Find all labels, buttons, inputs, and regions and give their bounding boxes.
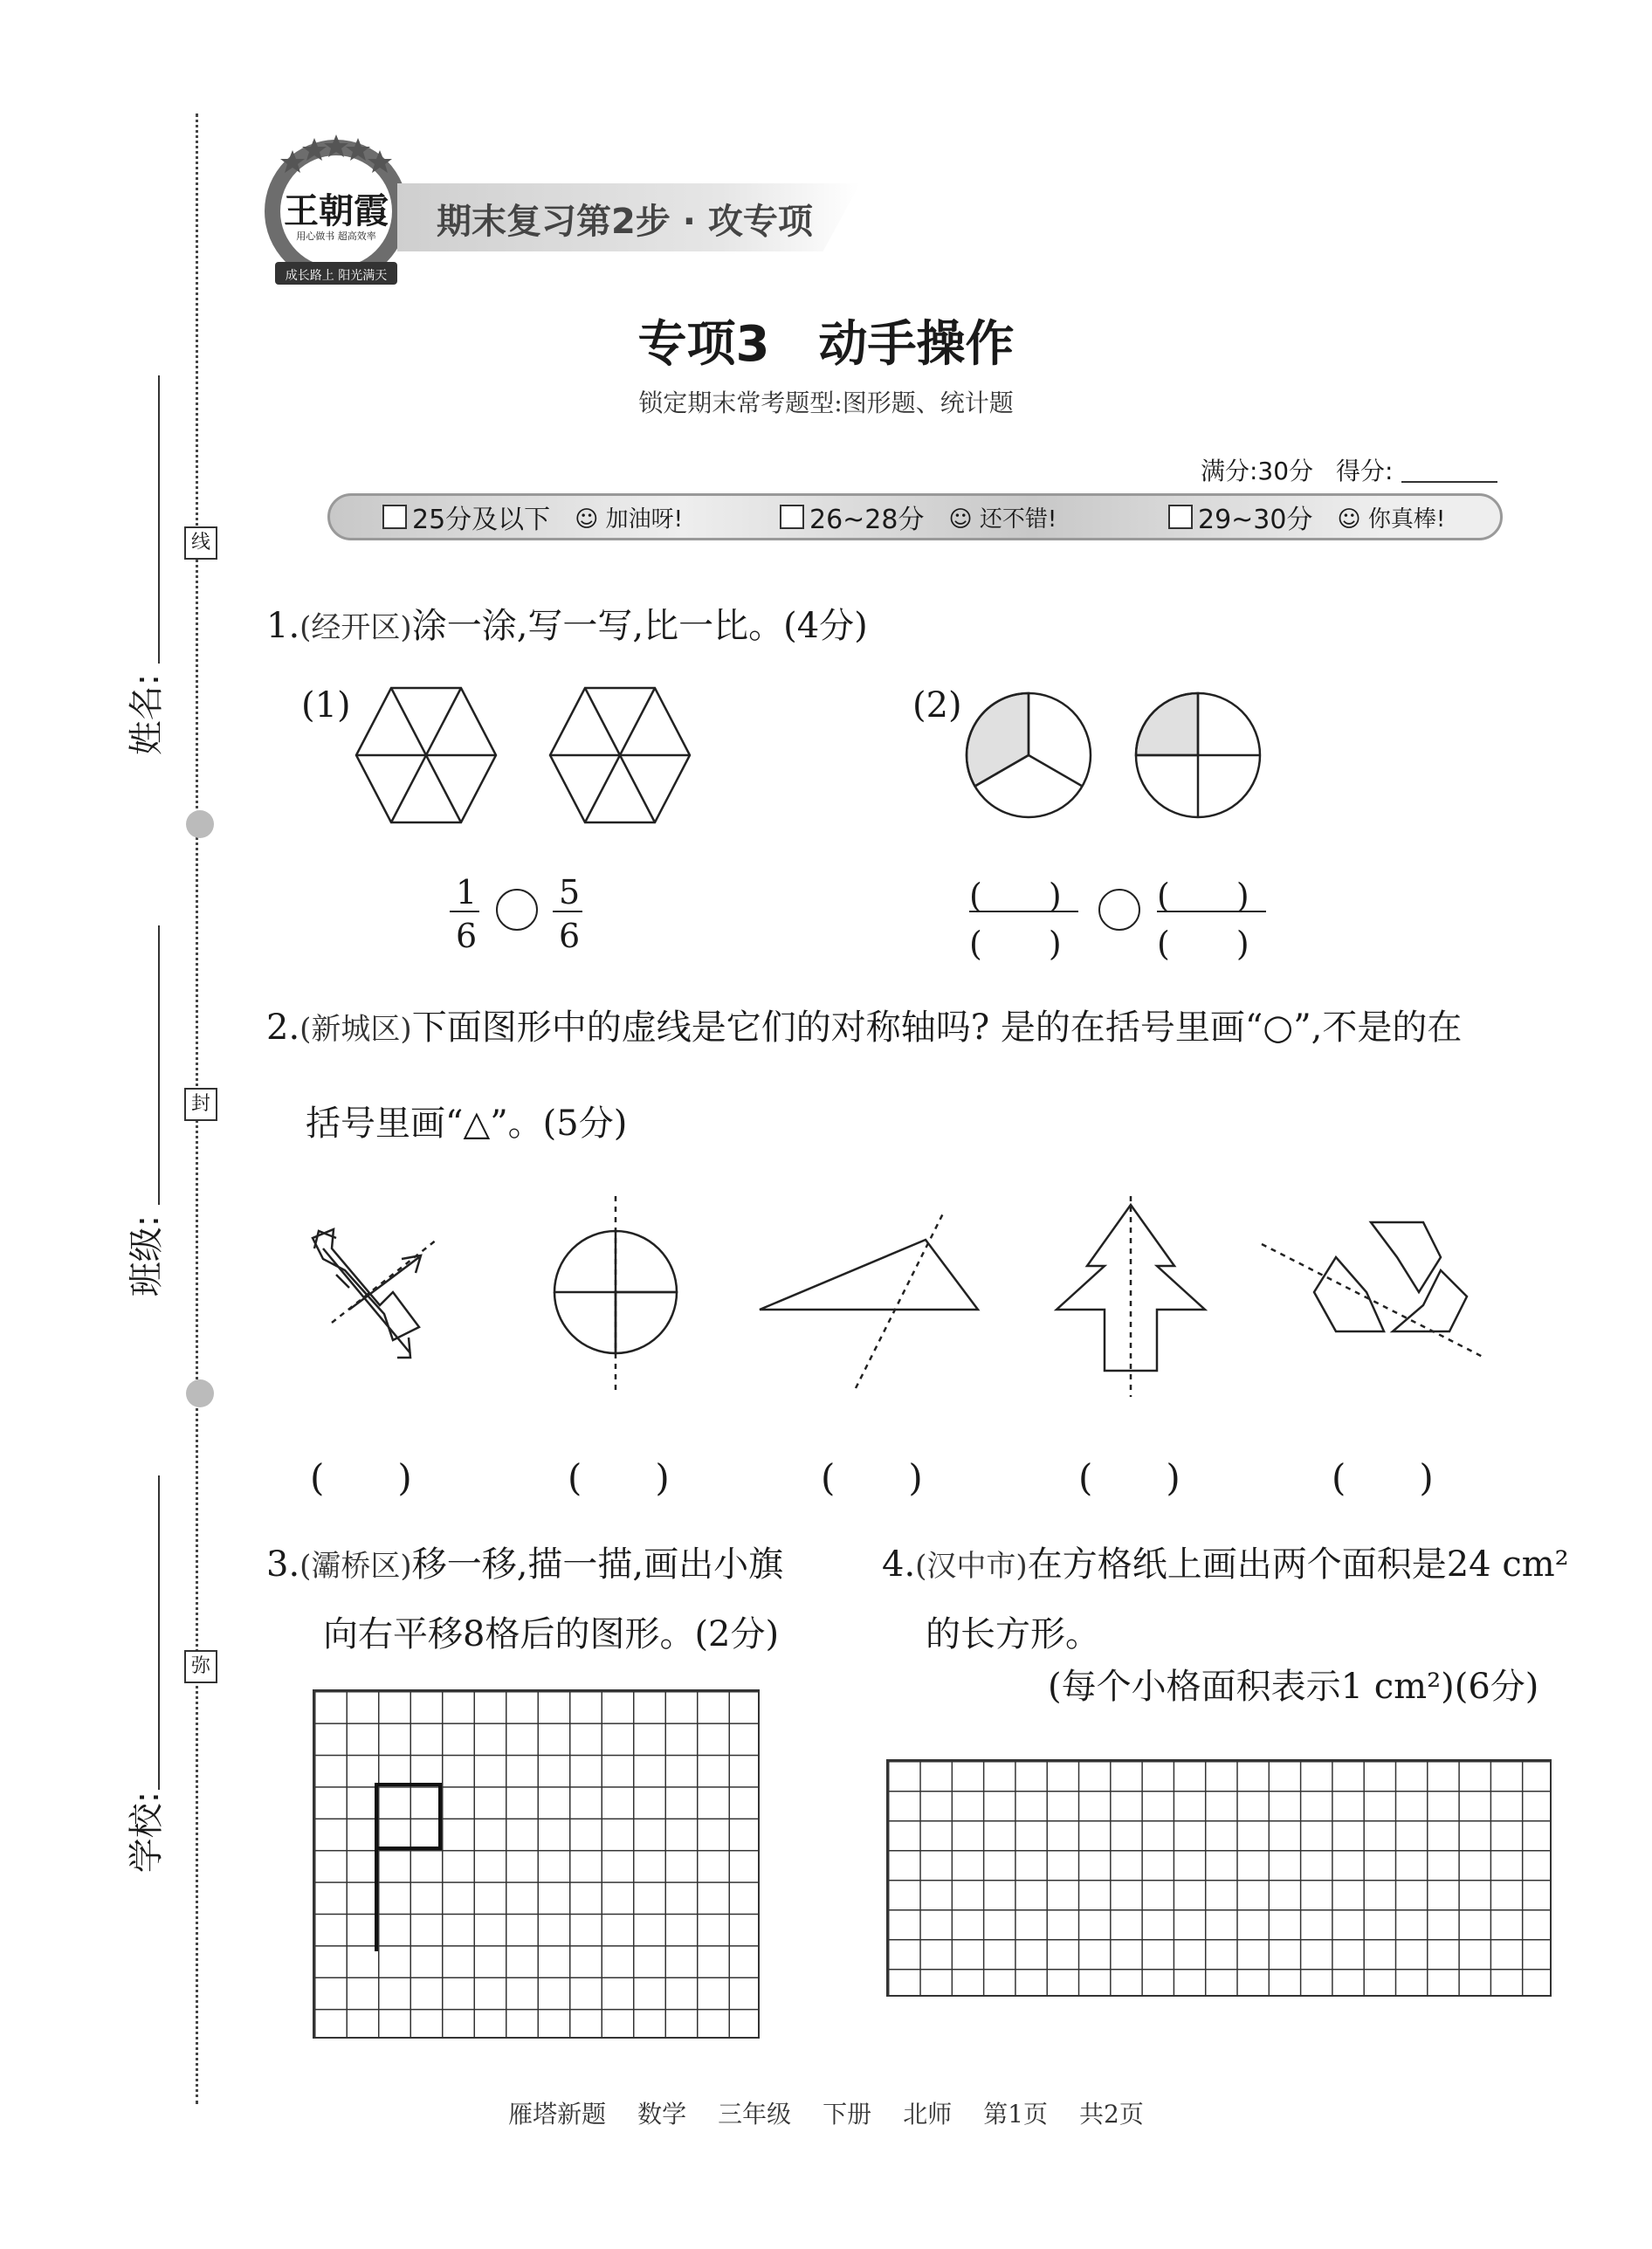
school-line — [158, 1475, 160, 1790]
header-banner-text: 期末复习第2步 · 攻专项 — [437, 202, 813, 242]
q4-header: 4.(汉中市)在方格纸上画出两个面积是24 cm² — [882, 1544, 1569, 1585]
q2-recycle-shape — [1314, 1222, 1467, 1331]
q1-compare-circle-2[interactable] — [1098, 889, 1140, 931]
q1-blank-frac2-den[interactable]: ( ) — [1157, 925, 1249, 963]
q4-header-line3: (每个小格面积表示1 cm²)(6分) — [1048, 1667, 1539, 1707]
q2-header: 2.(新城区)下面图形中的虚线是它们的对称轴吗? 是的在括号里画“○”,不是的在 — [266, 1008, 1463, 1048]
school-label: 学校: — [127, 1791, 168, 1874]
score-option-2[interactable]: 26~28分 ☺ 还不错! — [780, 496, 1057, 538]
name-label: 姓名: — [127, 673, 168, 756]
q1-part1-label: (1) — [301, 685, 351, 726]
q1-blank-frac2-bar — [1157, 911, 1266, 912]
score-bar — [327, 493, 1503, 540]
full-score: 满分:30分 — [1201, 457, 1314, 485]
logo-slogan-2: 成长路上 阳光满天 — [285, 269, 388, 283]
checkbox[interactable] — [382, 505, 407, 529]
q2-answer-1[interactable]: ( ) — [310, 1456, 412, 1499]
q2-answer-4[interactable]: ( ) — [1078, 1456, 1180, 1499]
seal-flower-icon — [186, 810, 214, 838]
q2-answer-5[interactable]: ( ) — [1332, 1456, 1434, 1499]
seal-flower-icon — [186, 1379, 214, 1407]
checkbox[interactable] — [780, 505, 804, 529]
q4-grid[interactable] — [886, 1759, 1552, 1997]
q1-frac1-den: 6 — [456, 917, 478, 955]
q2-answer-3[interactable]: ( ) — [821, 1456, 923, 1499]
q1-blank-frac2-num[interactable]: ( ) — [1157, 877, 1249, 915]
q1-hexagon-figures[interactable] — [349, 681, 699, 829]
logo-slogan-1: 用心做书 超高效率 — [296, 230, 376, 242]
q4-header-line2: 的长方形。 — [926, 1614, 1100, 1654]
class-line — [158, 925, 160, 1205]
q3-flag — [313, 1689, 760, 2039]
score-option-3[interactable]: 29~30分 ☺ 你真棒! — [1168, 496, 1445, 538]
checkbox[interactable] — [1168, 505, 1193, 529]
q2-shapes — [297, 1187, 1502, 1397]
q1-frac2-num: 5 — [559, 873, 581, 911]
q2-answer-2[interactable]: ( ) — [568, 1456, 670, 1499]
q1-blank-frac1-bar — [969, 911, 1078, 912]
q3-header-line2: 向右平移8格后的图形。(2分) — [323, 1614, 780, 1654]
page-title: 专项3 动手操作 — [637, 316, 1015, 373]
score-option-1[interactable]: 25分及以下 ☺ 加油呀! — [382, 496, 683, 538]
seal-mi-box: 弥 — [184, 1650, 217, 1683]
q1-frac1-bar — [450, 911, 479, 912]
brand-logo — [258, 131, 415, 288]
q1-compare-circle-1[interactable] — [496, 889, 538, 931]
got-score-blank[interactable] — [1401, 481, 1497, 483]
q2-header-line2: 括号里画“△”。(5分) — [306, 1104, 628, 1144]
seal-feng-box: 封 — [184, 1088, 217, 1121]
got-score-label: 得分: — [1336, 457, 1394, 485]
q1-circle-figures[interactable] — [960, 681, 1292, 829]
q1-frac2-bar — [553, 911, 582, 912]
q1-frac1-num: 1 — [456, 873, 478, 911]
q1-frac2-den: 6 — [559, 917, 581, 955]
q3-header: 3.(灞桥区)移一移,描一描,画出小旗 — [266, 1544, 784, 1585]
q2-arrow-cross-shape — [313, 1229, 421, 1358]
logo-name: 王朝霞 — [284, 191, 389, 231]
seal-line-box: 线 — [184, 526, 217, 560]
q1-blank-frac1-num[interactable]: ( ) — [969, 877, 1062, 915]
class-label: 班级: — [127, 1214, 168, 1297]
q1-part2-label: (2) — [912, 685, 962, 726]
q2-triangle-shape — [760, 1240, 978, 1310]
page-subtitle: 锁定期末常考题型:图形题、统计题 — [638, 389, 1014, 417]
q1-header: 1.(经开区)涂一涂,写一写,比一比。(4分) — [266, 606, 868, 646]
q1-blank-frac1-den[interactable]: ( ) — [969, 925, 1062, 963]
page-footer: 雁塔新题 数学 三年级 下册 北师 第1页 共2页 — [508, 2100, 1144, 2129]
